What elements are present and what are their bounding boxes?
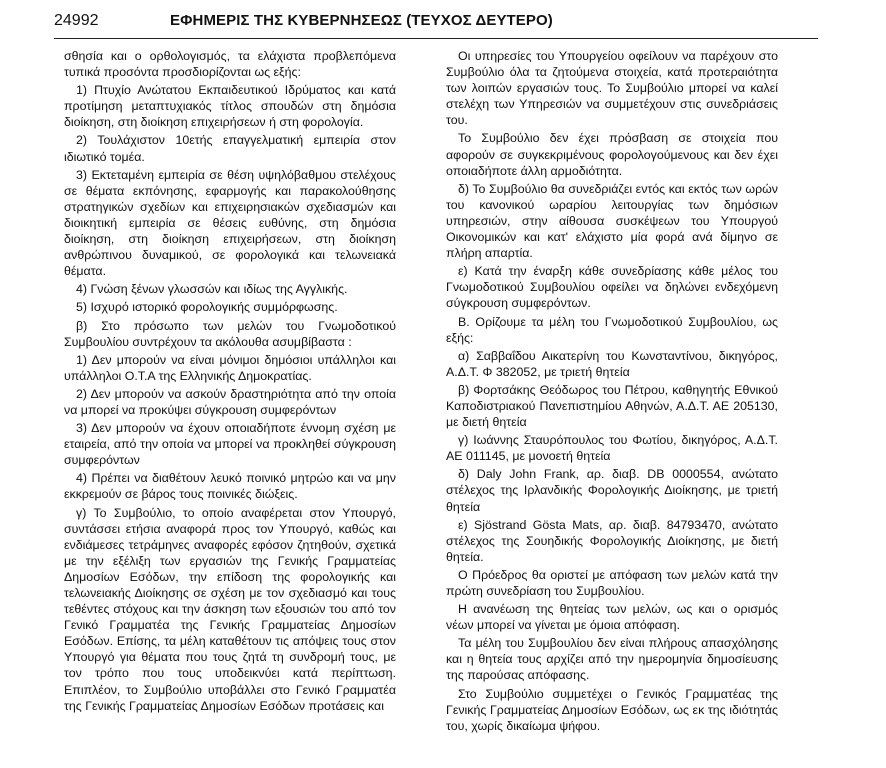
paragraph: Τα μέλη του Συμβουλίου δεν είναι πλήρους απασχόλησης και η θητεία τους αρχίζει από την ημερομηνία δημοσίευσης της παρούσας απόφασης. <box>446 636 778 683</box>
paragraph: Η ανανέωση της θητείας των μελών, ως και ο ορισμός νέων μπορεί να γίνεται με όμοια απόφαση. <box>446 602 778 633</box>
page-number: 24992 <box>54 12 99 29</box>
paragraph: β) Φορτσάκης Θεόδωρος του Πέτρου, καθηγητής Εθνικού Καποδιστριακού Πανεπιστημίου Αθηνών, Α.Δ.Τ. ΑΕ 205130, με διετή θητεία <box>446 382 778 430</box>
paragraph: σθησία και ο ορθολογισμός, τα ελάχιστα προβλεπόμενα τυπικά προσόντα προσδιορίζονται ως εξής: <box>64 49 396 80</box>
paragraph: Ο Πρόεδρος θα οριστεί με απόφαση των μελών κατά την πρώτη συνεδρίαση του Συμβουλίου. <box>446 567 778 598</box>
paragraph: Β. Ορίζουμε τα μέλη του Γνωμοδοτικού Συμβουλίου, ως εξής: <box>446 314 778 345</box>
paragraph: ε) Κατά την έναρξη κάθε συνεδρίασης κάθε μέλος του Γνωμοδοτικού Συμβουλίου οφείλει να δηλώνει ενδεχόμενη σύγκρουση συμφερόντων. <box>446 264 778 311</box>
running-head: ΕΦΗΜΕΡΙΣ ΤΗΣ ΚΥΒΕΡΝΗΣΕΩΣ (ΤΕΥΧΟΣ ΔΕΥΤΕΡΟ) <box>170 12 553 29</box>
right-column <box>446 48 778 736</box>
paragraph: 2) Τουλάχιστον 10ετής επαγγελματική εμπειρία στον ιδιωτικό τομέα. <box>64 133 396 164</box>
paragraph: α) Σαββαΐδου Αικατερίνη του Κωνσταντίνου, δικηγόρος, Α.Δ.Τ. Φ 382052, με τριετή θητεία <box>446 348 778 379</box>
paragraph: 2) Δεν μπορούν να ασκούν δραστηριότητα από την οποία να μπορεί να προκύψει σύγκρουση συμφερόντων <box>64 386 396 417</box>
paragraph: Το Συμβούλιο δεν έχει πρόσβαση σε στοιχεία που αφορούν σε συγκεκριμένους φορολογούμενους και δεν έχει οποιαδήποτε άλλη αρμοδιότητα. <box>446 131 778 178</box>
paragraph: δ) Daly John Frank, αρ. διαβ. DB 0000554, ανώτατο στέλεχος της Ιρλανδικής Φορολογικής Διοίκησης, με τριετή θητεία <box>446 467 778 514</box>
header-rule <box>54 38 818 39</box>
paragraph: ε) Sjöstrand Gösta Mats, αρ. διαβ. 84793470, ανώτατο στέλεχος της Σουηδικής Φορολογικής Διοίκησης, με διετή θητεία. <box>446 517 778 564</box>
paragraph: 3) Εκτεταμένη εμπειρία σε θέση υψηλόβαθμου στελέχους σε θέματα εκπόνησης, εφαρμογής και παρακολούθησης στρατηγικών σχεδίων και επιχειρησιακών σχεδιασμών και διοικητική εμπειρία σε θέσεις ευθύνης, στη δημόσια διοίκηση, στη διοίκηση επιχειρήσεων, στη διοίκηση ανθρώπινου δυναμικού, σε φορολογικά και τελωνειακά θέματα. <box>64 167 396 279</box>
paragraph: 4) Γνώση ξένων γλωσσών και ιδίως της Αγγλικής. <box>76 282 348 297</box>
paragraph: Στο Συμβούλιο συμμετέχει ο Γενικός Γραμματέας της Γενικής Γραμματείας Δημοσίων Εσόδων, ως εκ της ιδιότητάς του, χωρίς δικαίωμα ψήφου. <box>446 686 778 733</box>
paragraph: 4) Πρέπει να διαθέτουν λευκό ποινικό μητρώο και να μην εκκρεμούν σε βάρος τους ποινικές διώξεις. <box>64 471 396 502</box>
paragraph: 1) Δεν μπορούν να είναι μόνιμοι δημόσιοι υπάλληλοι και υπάλληλοι Ο.Τ.Α της Ελληνικής Δημοκρατίας. <box>64 352 396 383</box>
paragraph: Οι υπηρεσίες του Υπουργείου οφείλουν να παρέχουν στο Συμβούλιο όλα τα ζητούμενα στοιχεία, κατά προτεραιότητα των λοιπών εργασιών τους. Το Συμβούλιο μπορεί να καλεί στελέχη των Υπηρεσιών να συμμετέχουν στις συνεδριάσεις του. <box>446 49 778 128</box>
paragraph: 5) Ισχυρό ιστορικό φορολογικής συμμόρφωσης. <box>76 300 338 315</box>
page-header <box>54 10 816 38</box>
paragraph: 1) Πτυχίο Ανώτατου Εκπαιδευτικού Ιδρύματος και κατά προτίμηση μεταπτυχιακός τίτλος σπουδών στη δημόσια διοίκηση, στη διοίκηση επιχειρήσεων ή στη φορολογία. <box>64 83 396 130</box>
paragraph: γ) Ιωάννης Σταυρόπουλος του Φωτίου, δικηγόρος, Α.Δ.Τ. ΑΕ 011145, με μονοετή θητεία <box>446 433 778 464</box>
left-column <box>64 48 396 716</box>
paragraph: 3) Δεν μπορούν να έχουν οποιαδήποτε έννομη σχέση με εταιρεία, από την οποία να μπορεί να προκληθεί σύγκρουση συμφερόντων <box>64 421 396 468</box>
paragraph: β) Στο πρόσωπο των μελών του Γνωμοδοτικού Συμβουλίου συντρέχουν τα ακόλουθα ασυμβίβαστα : <box>64 318 396 349</box>
paragraph: δ) Το Συμβούλιο θα συνεδριάζει εντός και εκτός των ωρών του κανονικού ωραρίου λειτουργίας των δημόσιων υπηρεσιών, στην αίθουσα συσκέψεων του Υπουργού Οικονομικών και κατ' ελάχιστο μία φορά ανά δίμηνο σε πλήρη απαρτία. <box>446 181 778 261</box>
paragraph: γ) Το Συμβούλιο, το οποίο αναφέρεται στον Υπουργό, συντάσσει ετήσια αναφορά προς τον Υπουργό, καθώς και ενδιάμεσες τετράμηνες αναφορές εφόσον ζητηθούν, σχετικά με την εξέλιξη των εργασιών της Γενικής Γραμματείας Δημοσίων Εσόδων, την επίδοση της φορολογικής και τελωνειακής Διοίκησης σε σχέση με τον σχεδιασμό και τους τεθέντες στόχους και την άσκηση των εξουσιών του από τον Γενικό Γραμματέα της Γενικής Γραμματείας Δημοσίων Εσόδων. Επίσης, τα μέλη καταθέτουν τις απόψεις τους στον Υπουργό για θέματα που τους ζητά τη συνδρομή τους, με τον τρόπο που τους υποδεικνύει κατά περίπτωση. Επιπλέον, το Συμβούλιο υποβάλλει στο Γενικό Γραμματέα της Γενικής Γραμματείας Δημοσίων Εσόδων προτάσεις και <box>64 505 396 713</box>
